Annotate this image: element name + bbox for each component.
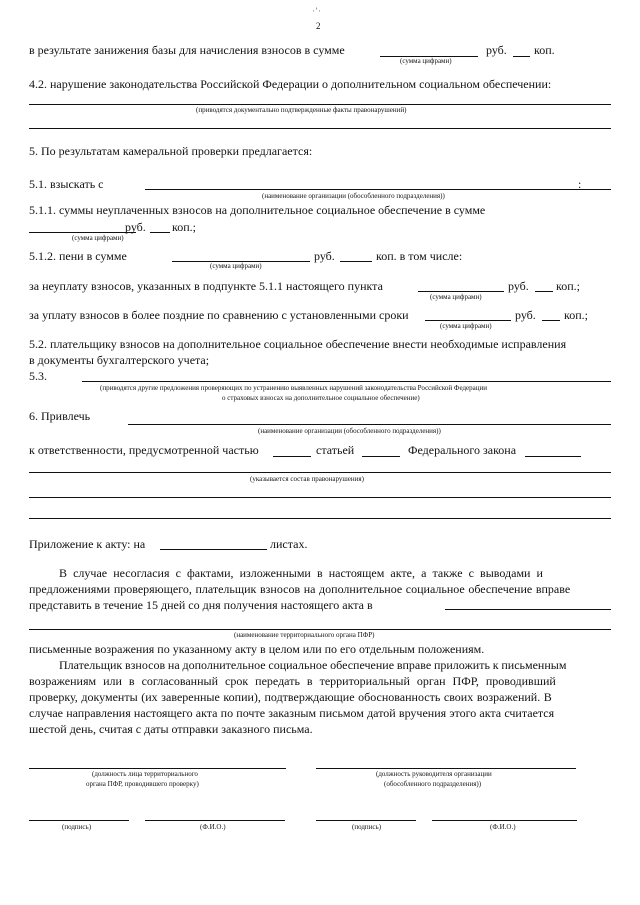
sign-right-fio-caption: (Ф.И.О.) [490, 823, 516, 831]
disagree-l3: представить в течение 15 дней со дня получения настоящего акта в [29, 598, 373, 612]
resp-text-2: статьей [316, 443, 355, 457]
resp-text-3: Федерального закона [408, 443, 517, 457]
unpaid-kop-field[interactable] [535, 291, 553, 292]
s53-caption-1: (приводятся другие предложения проверяющих по устранению выявленных нарушений законодательства Российской Федерации [100, 384, 487, 392]
sign-left-signature-field[interactable] [29, 820, 129, 821]
s512-caption: (сумма цифрами) [210, 262, 262, 270]
resp-field-2[interactable] [29, 497, 611, 498]
disagree-org-field-2[interactable] [29, 629, 611, 630]
s512-rub: руб. [314, 249, 335, 263]
sign-right-caption-2: (обособленного подразделения)) [384, 780, 482, 788]
sign-left-fio-field[interactable] [145, 820, 285, 821]
s6-caption: (наименование организации (обособленного подразделения)) [258, 427, 441, 435]
s52-line1: 5.2. плательщику взносов на дополнительное социальное обеспечение внести необходимые исправления [29, 337, 567, 351]
s511-text: 5.1.1. суммы неуплаченных взносов на дополнительное социальное обеспечение в сумме [29, 203, 486, 217]
resp-law-field[interactable] [525, 456, 581, 457]
unpaid-text: за неуплату взносов, указанных в подпункте 5.1.1 настоящего пункта [29, 279, 383, 293]
attachment-text-1: Приложение к акту: на [29, 537, 146, 551]
s512-kop-field[interactable] [340, 261, 372, 262]
sign-left-caption-1: (должность лица территориального [92, 770, 198, 778]
resp-part-field[interactable] [273, 456, 311, 457]
line1-caption: (сумма цифрами) [400, 57, 452, 65]
resp-article-field[interactable] [362, 456, 400, 457]
unpaid-kop: коп.; [556, 279, 580, 293]
s42-caption: (приводятся документально подтвержденные факты правонарушений) [196, 106, 407, 114]
line1-kop-field[interactable] [513, 56, 530, 57]
late-rub: руб. [515, 308, 536, 322]
payer-l4: случае направления настоящего акта по почте заказным письмом датой вручения этого акта считается [29, 706, 555, 720]
attachment-text-2: листах. [270, 537, 308, 551]
s51-text: 5.1. взыскать с [29, 177, 104, 191]
resp-field-3[interactable] [29, 518, 611, 519]
s42-field-1[interactable] [29, 104, 611, 105]
sign-left-caption-2: органа ПФР, проводившего проверку) [86, 780, 199, 788]
s512-text: 5.1.2. пени в сумме [29, 249, 127, 263]
s6-org-field[interactable] [128, 424, 611, 425]
disagree-org-field[interactable] [445, 609, 611, 610]
payer-l5: шестой день, считая с даты отправки заказного письма. [29, 722, 313, 736]
disagree-caption: (наименование территориального органа ПФР) [234, 631, 375, 639]
s511-kop: коп.; [172, 220, 196, 234]
line1-text: в результате занижения базы для начисления взносов в сумме [29, 43, 345, 57]
s511-caption: (сумма цифрами) [72, 234, 124, 242]
s53-field[interactable] [82, 381, 611, 382]
sign-left-position-field[interactable] [29, 768, 286, 769]
resp-field-1[interactable] [29, 472, 611, 473]
s53-text: 5.3. [29, 369, 47, 383]
sign-left-fio-caption: (Ф.И.О.) [200, 823, 226, 831]
s511-rub: руб. [125, 220, 146, 234]
unpaid-caption: (сумма цифрами) [430, 293, 482, 301]
s53-caption-2: о страховых взносах на дополнительное социальное обеспечение) [222, 394, 420, 402]
sign-right-fio-field[interactable] [432, 820, 577, 821]
line1-rub: руб. [486, 43, 507, 57]
sign-right-signature-caption: (подпись) [352, 823, 382, 831]
s42-field-2[interactable] [29, 128, 611, 129]
attachment-sheets-field[interactable] [160, 549, 267, 550]
scan-mark: ·ʼ· [312, 6, 321, 16]
page-number: 2 [316, 21, 321, 31]
s512-kop: коп. в том числе: [376, 249, 463, 263]
payer-l1: Плательщик взносов на дополнительное социальное обеспечение вправе приложить к письменным [59, 658, 567, 672]
sign-right-position-field[interactable] [316, 768, 576, 769]
late-text: за уплату взносов в более поздние по сравнению с установленными сроки [29, 308, 409, 322]
payer-l2: возражениям или в согласованный срок передать в территориальный орган ПФР, проводивший [29, 674, 556, 688]
resp-text-1: к ответственности, предусмотренной частью [29, 443, 259, 457]
late-kop-field[interactable] [542, 320, 560, 321]
late-caption: (сумма цифрами) [440, 322, 492, 330]
unpaid-rub: руб. [508, 279, 529, 293]
s51-org-field[interactable] [145, 189, 611, 190]
late-sum-field[interactable] [425, 320, 511, 321]
s6-text: 6. Привлечь [29, 409, 91, 423]
resp-caption: (указывается состав правонарушения) [250, 475, 364, 483]
s51-colon: : [578, 177, 582, 191]
disagree-l4: письменные возражения по указанному акту в целом или по его отдельным положениям. [29, 642, 485, 656]
disagree-l2: предложениями проверяющего, плательщик взносов на дополнительное социальное обеспечение вправе [29, 582, 571, 596]
s511-kop-field[interactable] [150, 232, 170, 233]
sign-left-signature-caption: (подпись) [62, 823, 92, 831]
s51-caption: (наименование организации (обособленного подразделения)) [262, 192, 445, 200]
sign-right-signature-field[interactable] [316, 820, 416, 821]
disagree-l1: В случае несогласия с фактами, изложенными в настоящем акте, а также с выводами и [59, 566, 543, 580]
s5-text: 5. По результатам камеральной проверки предлагается: [29, 144, 313, 158]
payer-l3: проверку, документы (их заверенные копии), подтверждающие обоснованность своих возражений. В [29, 690, 552, 704]
line1-kop: коп. [534, 43, 555, 57]
s511-sum-field[interactable] [29, 232, 136, 233]
s42-text: 4.2. нарушение законодательства Российской Федерации о дополнительном социальном обеспечении: [29, 77, 552, 91]
unpaid-sum-field[interactable] [418, 291, 504, 292]
sign-right-caption-1: (должность руководителя организации [376, 770, 492, 778]
s52-line2: в документы бухгалтерского учета; [29, 353, 210, 367]
late-kop: коп.; [564, 308, 588, 322]
